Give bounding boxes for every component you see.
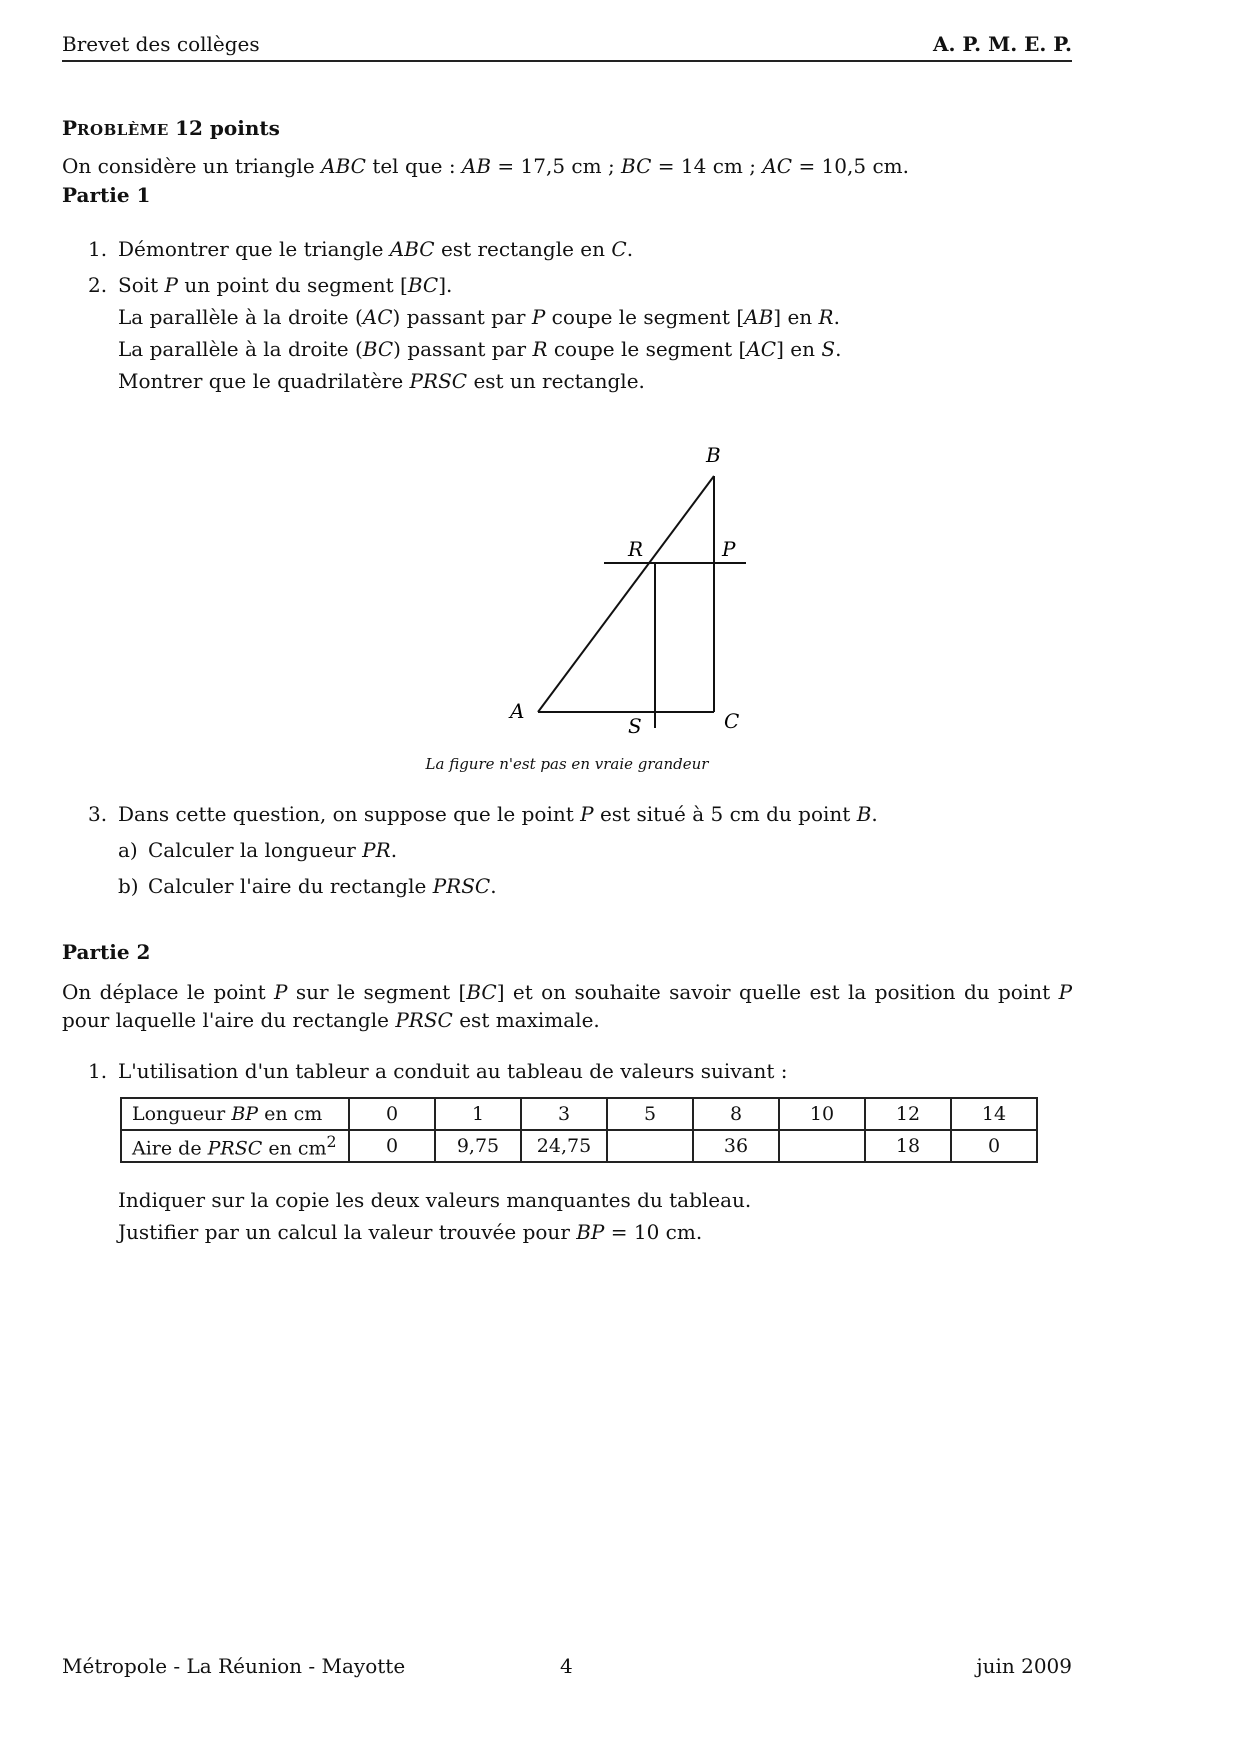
q1-number: 1. xyxy=(88,237,108,261)
table-cell: 0 xyxy=(349,1130,435,1162)
q3a-label: a) xyxy=(118,838,138,862)
label-a: A xyxy=(510,699,525,723)
q2-line3: La parallèle à la droite (BC) passant par R coupe le segment [AC] en S. xyxy=(118,337,842,361)
q2-number: 2. xyxy=(88,273,108,297)
table-cell-empty xyxy=(779,1130,865,1162)
table-cell: 36 xyxy=(693,1130,779,1162)
partie1-title: Partie 1 xyxy=(62,183,151,207)
table-row-bp xyxy=(121,1098,1037,1130)
table-cell: 24,75 xyxy=(521,1130,607,1162)
table-cell: 5 xyxy=(607,1098,693,1130)
p2-q1-number: 1. xyxy=(88,1059,108,1083)
table-cell: 8 xyxy=(693,1098,779,1130)
page-number: 4 xyxy=(560,1654,573,1678)
partie2-title: Partie 2 xyxy=(62,940,151,964)
p2-instruction-1: Indiquer sur la copie les deux valeurs manquantes du tableau. xyxy=(118,1188,752,1212)
q1-text: Démontrer que le triangle ABC est rectangle en C. xyxy=(118,237,634,261)
figure-caption: La figure n'est pas en vraie grandeur xyxy=(425,755,709,773)
table-cell: 3 xyxy=(521,1098,607,1130)
label-s: S xyxy=(628,714,642,738)
header-left: Brevet des collèges xyxy=(62,32,260,56)
p2-q1-text: L'utilisation d'un tableur a conduit au tableau de valeurs suivant : xyxy=(118,1059,788,1083)
table-cell: 14 xyxy=(951,1098,1037,1130)
q2-line1: Soit P un point du segment [BC]. xyxy=(118,273,453,297)
segment-ab xyxy=(538,476,714,712)
label-r: R xyxy=(628,537,644,561)
row-label-aire: Aire de PRSC en $cm^2$ xyxy=(121,1130,349,1162)
header-right: A. P. M. E. P. xyxy=(932,32,1072,56)
q2-line4: Montrer que le quadrilatère PRSC est un rectangle. xyxy=(118,369,645,393)
q3b-label: b) xyxy=(118,874,139,898)
page-header xyxy=(62,30,1072,62)
q3a-text: Calculer la longueur PR. xyxy=(148,838,398,862)
table-cell: 18 xyxy=(865,1130,951,1162)
q3b-text: Calculer l'aire du rectangle PRSC. xyxy=(148,874,497,898)
intro-line: On considère un triangle ABC tel que : AB = 17,5 cm ; BC = 14 cm ; AC = 10,5 cm. xyxy=(62,154,909,178)
q3-text: Dans cette question, on suppose que le point P est situé à 5 cm du point B. xyxy=(118,802,878,826)
table-cell-empty xyxy=(607,1130,693,1162)
q2-line2: La parallèle à la droite (AC) passant par P coupe le segment [AB] en R. xyxy=(118,305,840,329)
page xyxy=(62,0,1072,1754)
row-label-bp: Longueur BP en cm xyxy=(121,1098,349,1130)
table-row-aire xyxy=(121,1130,1037,1162)
table-cell: 0 xyxy=(951,1130,1037,1162)
values-table xyxy=(120,1097,1038,1163)
partie2-intro: On déplace le point P sur le segment [BC] et on souhaite savoir quelle est la position du point P pour laquelle l'aire du rectangle PRSC est maximale. xyxy=(62,980,1073,1032)
p2-instruction-2: Justifier par un calcul la valeur trouvée pour BP = 10 cm. xyxy=(118,1220,703,1244)
table-cell: 1 xyxy=(435,1098,521,1130)
table-cell: 9,75 xyxy=(435,1130,521,1162)
triangle-figure xyxy=(392,428,782,748)
table-cell: 0 xyxy=(349,1098,435,1130)
table-cell: 10 xyxy=(779,1098,865,1130)
label-p: P xyxy=(722,537,736,561)
label-c: C xyxy=(724,709,740,733)
footer-left: Métropole - La Réunion - Mayotte xyxy=(62,1654,406,1678)
footer-right: juin 2009 xyxy=(976,1654,1072,1678)
table-cell: 12 xyxy=(865,1098,951,1130)
label-b: B xyxy=(706,443,721,467)
problem-title: PROBLÈME 12 points xyxy=(62,116,280,140)
q3-number: 3. xyxy=(88,802,108,826)
